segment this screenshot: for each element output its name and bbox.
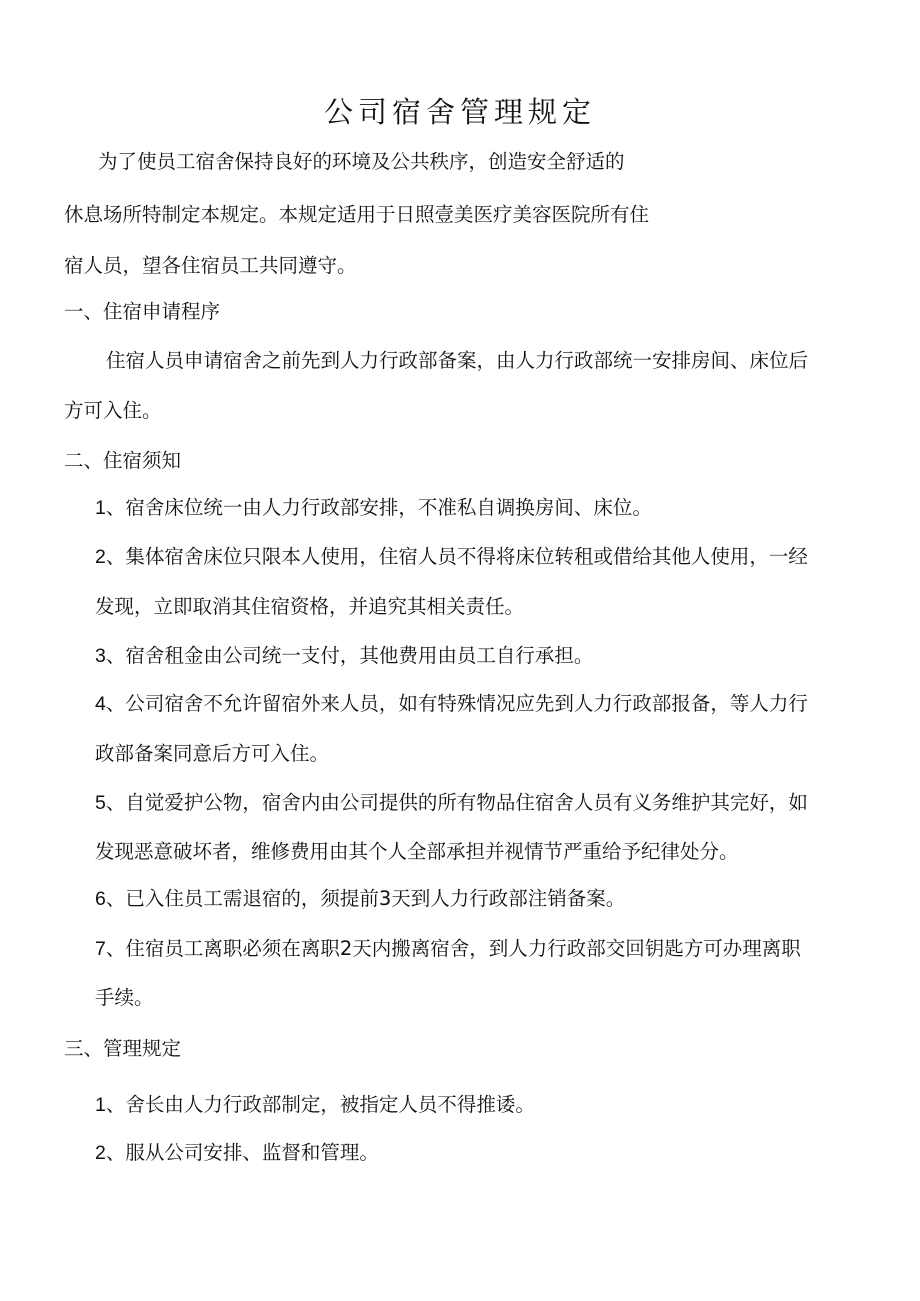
item-text: 、已入住员工需退宿的，须提前3天到人力行政部注销备案。 [105, 887, 626, 910]
item-text: 、舍长由人力行政部制定，被指定人员不得推诿。 [105, 1093, 535, 1116]
item-number: 3 [95, 645, 106, 667]
item-number: 5 [95, 792, 106, 814]
item-text: 、集体宿舍床位只限本人使用，住宿人员不得将床位转租或借给其他人使用，一经 [105, 545, 808, 568]
item-text: 、公司宿舍不允许留宿外来人员，如有特殊情况应先到人力行政部报备，等人力行 [105, 692, 808, 715]
section1-body-line-2: 方可入住。 [64, 399, 162, 422]
section-heading-application: 一、住宿申请程序 [64, 300, 221, 323]
list-item [95, 934, 801, 964]
item-number: 4 [95, 693, 106, 715]
document-title: 公司宿舍管理规定 [323, 95, 596, 129]
section-heading-notice: 二、住宿须知 [64, 449, 182, 472]
item-text: 、自觉爱护公物，宿舍内由公司提供的所有物品住宿舍人员有义务维护其完好，如 [105, 791, 808, 814]
item-number: 2 [95, 1142, 106, 1164]
list-item [95, 788, 808, 818]
list-item [95, 689, 808, 719]
item-text: 、宿舍租金由公司统一支付，其他费用由员工自行承担。 [105, 644, 594, 667]
list-item [95, 1090, 535, 1120]
section1-body-line-1: 住宿人员申请宿舍之前先到人力行政部备案，由人力行政部统一安排房间、床位后 [106, 349, 809, 372]
item-text: 、宿舍床位统一由人力行政部安排，不准私自调换房间、床位。 [105, 496, 652, 519]
list-item [95, 1138, 379, 1168]
list-item-continuation: 发现恶意破坏者，维修费用由其个人全部承担并视情节严重给予纪律处分。 [95, 840, 739, 863]
list-item [95, 493, 652, 523]
item-number: 7 [95, 938, 106, 960]
item-text: 、住宿员工离职必须在离职2天内搬离宿舍，到人力行政部交回钥匙方可办理离职 [105, 937, 801, 960]
intro-line-1: 为了使员工宿舍保持良好的环境及公共秩序，创造安全舒适的 [98, 150, 625, 173]
intro-line-3: 宿人员，望各住宿员工共同遵守。 [64, 254, 357, 277]
item-number: 2 [95, 546, 106, 568]
item-number: 1 [95, 497, 106, 519]
item-number: 1 [95, 1094, 106, 1116]
list-item [95, 884, 625, 914]
intro-line-2: 休息场所特制定本规定。本规定适用于日照壹美医疗美容医院所有住 [64, 203, 650, 226]
list-item [95, 641, 593, 671]
list-item [95, 542, 808, 572]
list-item-continuation: 政部备案同意后方可入住。 [95, 742, 330, 765]
list-item-continuation: 发现，立即取消其住宿资格，并追究其相关责任。 [95, 595, 525, 618]
item-text: 、服从公司安排、监督和管理。 [105, 1141, 379, 1164]
section-heading-management: 三、管理规定 [64, 1037, 182, 1060]
item-number: 6 [95, 888, 106, 910]
list-item-continuation: 手续。 [95, 986, 154, 1009]
